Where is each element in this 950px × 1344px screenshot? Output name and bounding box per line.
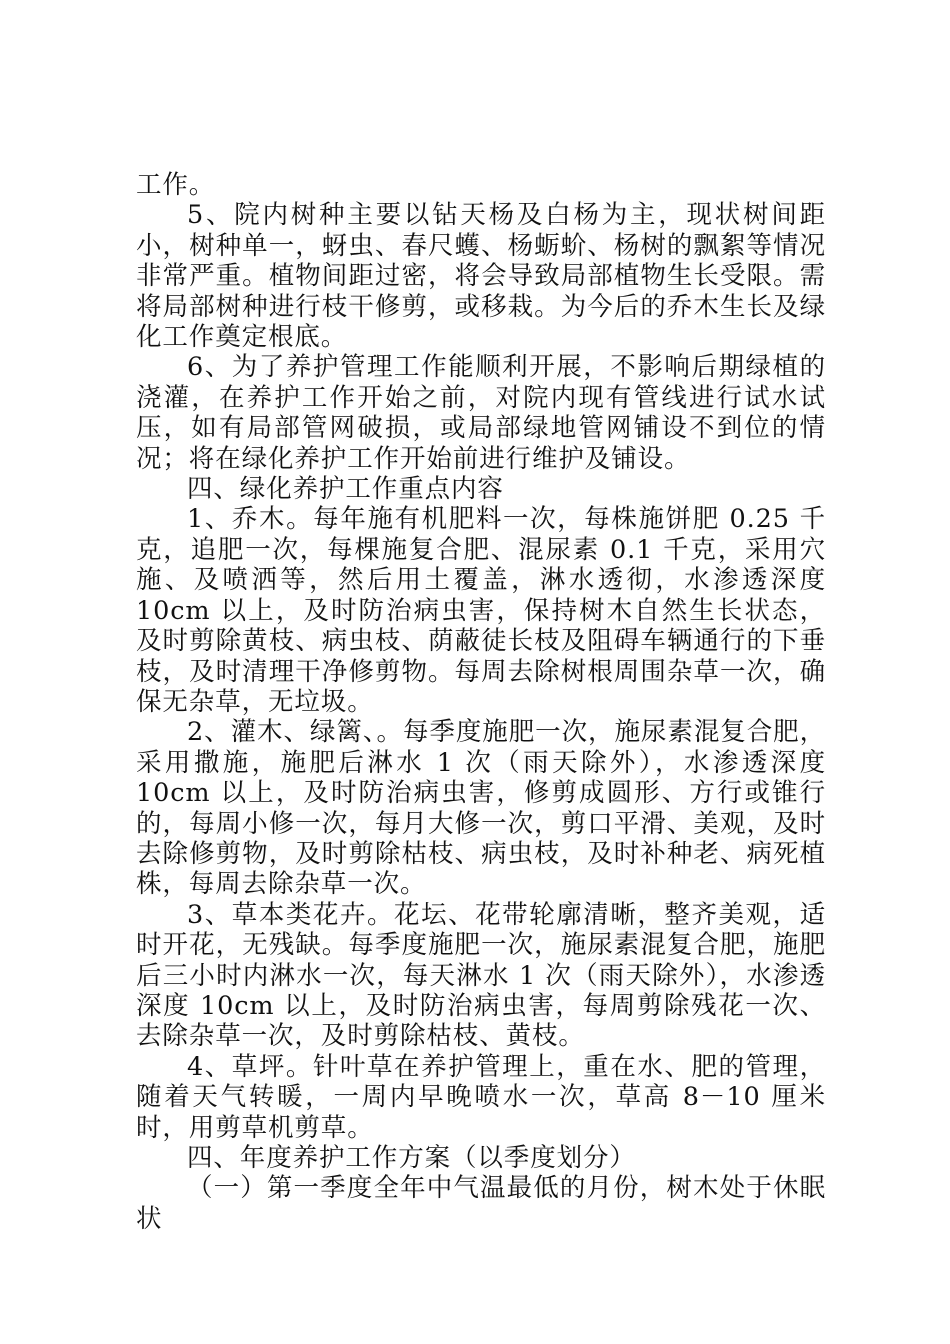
paragraph-lawn: 4、草坪。针叶草在养护管理上，重在水、肥的管理，随着天气转暖，一周内早晚喷水一次，草高 8－10 厘米时，用剪草机剪草。 [136, 1051, 826, 1143]
section-heading-key-content: 四、绿化养护工作重点内容 [187, 474, 504, 505]
paragraph-first-quarter: （一）第一季度全年中气温最低的月份，树木处于休眠状 [136, 1173, 826, 1234]
paragraph-trees: 1、乔木。每年施有机肥料一次，每株施饼肥 0.25 千克，追肥一次，每棵施复合肥、混尿素 0.1 千克，采用穴施、及喷洒等，然后用土覆盖，淋水透彻，水渗透深度 10cm 以上，及时防治病虫害，保持树木自然生长状态，及时剪除黄枝、病虫枝、荫蔽徒长枝及阻碍车辆通行的下垂枝，及时清理干净修剪物。每周去除树根周围杂草一次，确保无杂草，无垃圾。 [136, 504, 826, 717]
document-body [136, 170, 826, 1234]
paragraph-continuation: 工作。 [136, 170, 216, 200]
paragraph-item-5: 5、院内树种主要以钻天杨及白杨为主，现状树间距小，树种单一，蚜虫、春尺蠖、杨蛎蚧、杨树的飘絮等情况非常严重。植物间距过密，将会导致局部植物生长受限。需将局部树种进行枝干修剪，或移栽。为今后的乔木生长及绿化工作奠定根底。 [136, 200, 826, 353]
paragraph-item-6: 6、为了养护管理工作能顺利开展，不影响后期绿植的浇灌，在养护工作开始之前，对院内现有管线进行试水试压，如有局部管网破损，或局部绿地管网铺设不到位的情况；将在绿化养护工作开始前进行维护及铺设。 [136, 352, 826, 474]
paragraph-shrubs: 2、灌木、绿篱、。每季度施肥一次，施尿素混复合肥，采用撒施，施肥后淋水 1 次（雨天除外），水渗透深度 10cm 以上，及时防治病虫害，修剪成圆形、方行或锥行的，每周小修一次，每月大修一次，剪口平滑、美观，及时去除修剪物，及时剪除枯枝、病虫枝，及时补种老、病死植株，每周去除杂草一次。 [136, 717, 826, 900]
section-heading-annual-plan: 四、年度养护工作方案（以季度划分） [187, 1143, 636, 1173]
paragraph-flowers: 3、草本类花卉。花坛、花带轮廓清晰，整齐美观，适时开花，无残缺。每季度施肥一次，施尿素混复合肥，施肥后三小时内淋水一次，每天淋水 1 次（雨天除外），水渗透深度 10cm 以上，及时防治病虫害，每周剪除残花一次、去除杂草一次，及时剪除枯枝、黄枝。 [136, 899, 826, 1052]
